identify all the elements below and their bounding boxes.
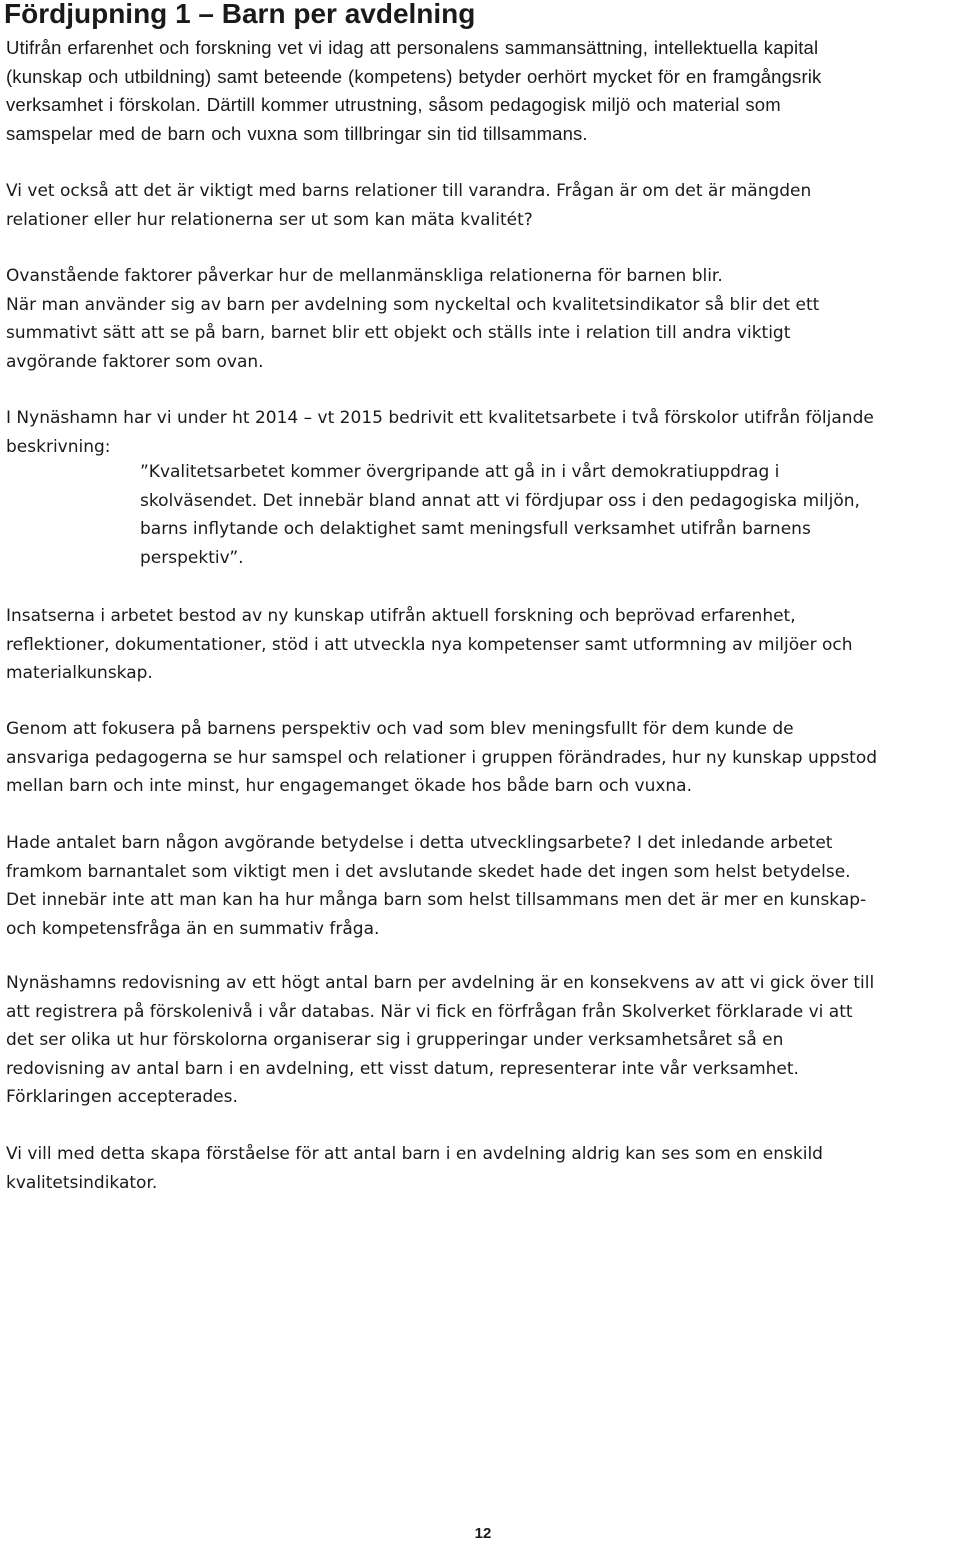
page-number: 12 bbox=[474, 1525, 492, 1542]
paragraph-conclusion: Vi vill med detta skapa förståelse för att antal barn i en avdelning aldrig kan ses som en enskild kvalitetsindikator. bbox=[6, 1144, 823, 1193]
paragraph-redovisning: Nynäshamns redovisning av ett högt antal barn per avdelning är en konsekvens av att vi gick över till att registrera på förskolenivå i vår databas. När vi fick en förfrågan från Skolverket förklarade vi att det ser olika ut hur förskolorna organiserar sig i grupperingar under verksamhetsåret så en redovisning av antal barn i en avdelning, ett visst datum, representerar inte vår verksamhet. Förklaringen accepterades. bbox=[6, 973, 875, 1108]
paragraph-perspektiv: Genom att fokusera på barnens perspektiv och vad som blev meningsfullt för dem kunde de ansvariga pedagogerna se hur samspel och relationer i gruppen förändrades, hur ny kunskap uppstod mellan barn och inte minst, hur engagemanget ökade hos både barn och vuxna. bbox=[6, 719, 878, 797]
paragraph-intro: Utifrån erfarenhet och forskning vet vi idag att personalens sammansättning, intellektuella kapital (kunskap och utbildning) samt beteende (kompetens) betyder oerhört mycket för en framgångsrik verksamhet i förskolan. Därtill kommer utrustning, såsom pedagogisk miljö och material som samspelar med de barn och vuxna som tillbringar sin tid tillsammans. bbox=[6, 37, 822, 144]
paragraph-nynashamn: I Nynäshamn har vi under ht 2014 – vt 2015 bedrivit ett kvalitetsarbete i två förskolor utifrån följande beskrivning: bbox=[6, 408, 874, 457]
paragraph-insatser: Insatserna i arbetet bestod av ny kunskap utifrån aktuell forskning och beprövad erfarenhet, reflektioner, dokumentationer, stöd i att utveckla nya kompetenser samt utformning av miljöer och materialkunskap. bbox=[6, 606, 853, 684]
paragraph-factors: Ovanstående faktorer påverkar hur de mellanmänskliga relationerna för barnen blir. När man använder sig av barn per avdelning som nyckeltal och kvalitetsindikator så blir det ett summativt sätt att se på barn, barnet blir ett objekt och ställs inte i relation till andra viktigt avgörande faktorer som ovan. bbox=[6, 266, 820, 372]
page-title: Fördjupning 1 – Barn per avdelning bbox=[4, 0, 476, 29]
block-quote: ”Kvalitetsarbetet kommer övergripande att gå in i vårt demokratiuppdrag i skolväsendet. Det innebär bland annat att vi fördjupar oss i den pedagogiska miljön, barns inflytande och delaktighet samt meningsfull verksamhet utifrån barnens perspektiv”. bbox=[140, 462, 860, 568]
paragraph-relations: Vi vet också att det är viktigt med barns relationer till varandra. Frågan är om det är mängden relationer eller hur relationerna ser ut som kan mäta kvalitét? bbox=[6, 181, 812, 230]
paragraph-antal-barn: Hade antalet barn någon avgörande betydelse i detta utvecklingsarbete? I det inledande arbetet framkom barnantalet som viktigt men i det avslutande skedet hade det ingen som helst betydelse. Det innebär inte att man kan ha hur många barn som helst tillsammans men det är mer en kunskap- och kompetensfråga än en summativ fråga. bbox=[6, 833, 867, 939]
